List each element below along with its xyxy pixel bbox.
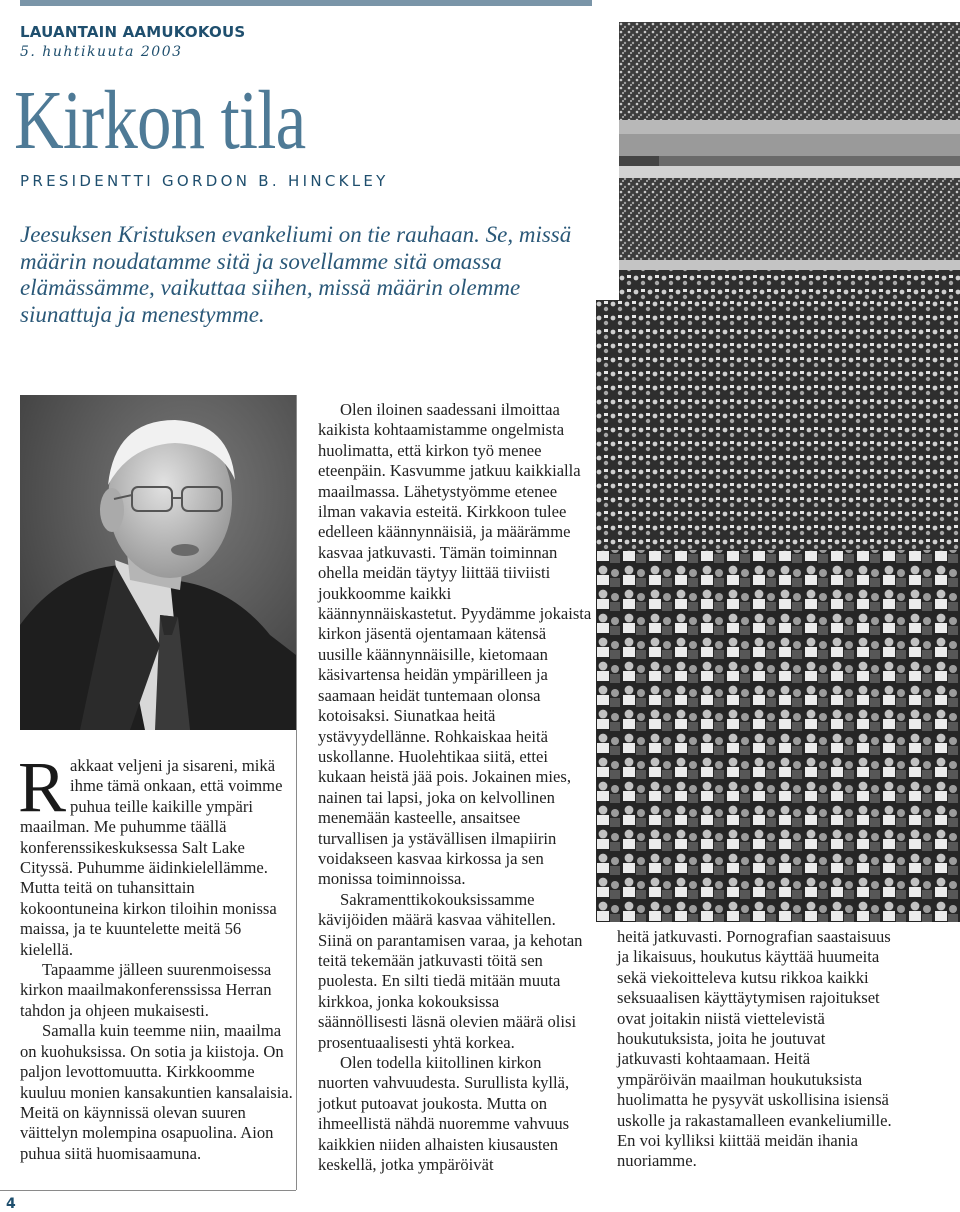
speaker-portrait: [20, 395, 296, 730]
footer-rule: [0, 1190, 296, 1191]
page-number: 4: [6, 1196, 16, 1212]
paragraph-5: Sakramenttikokouksissamme kävijöiden määrä kasvaa vähitellen. Siinä on parantamisen varaa, ja kehotan teitä tekemään jatkuvasti töitä sen puolesta. En silti tiedä mitään muuta kirkkoa, jonka kokouksissa säännöllisesti läsnä olevien määrä olisi prosentuaalisesti yhtä korkea.: [318, 889, 583, 1052]
article-column-1: [18, 747, 295, 1164]
paragraph-7: heitä jatkuvasti. Pornografian saastaisuus ja likaisuus, houkutus käyttää huumeita sekä viekoitteleva kutsu rikkoa kaikki seksuaalisen käyttäytymisen rajoitukset ovat joitakin niistä viettelevistä houkutuksista, joita he joutuvat jatkuvasti kohtaamaan. Heitä ympäröivän maailman houkutuksista huolimatta he pysyvät uskollisina isiensä uskolle ja rakastamalleen evankeliumille. En voi kylliksi kiittää meidän ihania nuoriamme.: [617, 927, 892, 1171]
paragraph-3: Samalla kuin teemme niin, maailma on kuohuksissa. On sotia ja kiistoja. On paljon levottomuutta. Kirkkoomme kuuluu monien kansakuntien kansalaisia. Meitä on käynnissä olevan suuren väittelyn molempina osapuolina. Aion puhua siitä huomisaamuna.: [20, 1021, 293, 1163]
article-title: Kirkon tila: [14, 74, 306, 167]
paragraph-4: Olen iloinen saadessani ilmoittaa kaikista kohtaamistamme ongelmista huolimatta, että kirkon työ menee eteenpäin. Kasvumme jatkuu kaikkialla maailmassa. Lähetystyömme etenee ilman vakavia esteitä. Kirkkoon tulee edelleen käännynnäisiä, ja määrämme kasvaa jatkuvasti. Tämän toiminnan ohella meidän täytyy liittää tiiviisti joukkoomme kaikki käännynnäiskastetut. Pyydämme jokaista kirkon jäsentä ojentamaan kätensä uusille käännynnäisille, kietomaan käsivartensa heidän ympärilleen ja saamaan heidät tuntemaan olonsa kotoisaksi. Siunatkaa heitä ystävyydellänne. Rohkaiskaa heitä uskollanne. Huolehtikaa siitä, ettei kukaan heistä jää pois. Jokainen mies, nainen tai lapsi, joka on kelvollinen menemään kasteelle, ansaitsee turvallisen ja ystävällisen ilmapiirin voidakseen kasvaa kirkossa ja sen monissa toiminnoissa.: [318, 400, 592, 889]
column-divider: [296, 395, 297, 1190]
date-line: 5. huhtikuuta 2003: [20, 44, 183, 60]
article-column-3: [617, 927, 893, 1172]
lead-paragraph: Jeesuksen Kristuksen evankeliumi on tie rauhaan. Se, missä määrin noudatamme sitä ja sovellamme sitä omassa elämässämme, vaikuttaa siihen, missä määrin olemme siunattuja ja menestymme.: [20, 222, 572, 327]
article-column-2: [318, 400, 592, 1175]
conference-audience-photo-lower: [596, 300, 960, 922]
paragraph-1: Rakkaat veljeni ja sisareni, mikä ihme tämä onkaan, että voimme puhua teille kaikille ympäri maailman. Me puhumme täällä konferenssikeskuksessa Salt Lake Cityssä. Puhumme äidinkielellämme. Mutta teitä on tuhansittain kokoontuneina kirkon tiloihin monissa maissa, ja te kuuntelette meitä 56 kielellä.: [18, 747, 283, 959]
header-rule: [20, 0, 592, 6]
section-label: LAUANTAIN AAMUKOKOUS: [20, 23, 246, 41]
paragraph-6: Olen todella kiitollinen kirkon nuorten vahvuudesta. Surullista kyllä, jotkut putoavat joukosta. Mutta on ihmeellistä nähdä nuoremme vahvuus kaikkien niiden alhaisten kiusausten keskellä, jotka ympäröivät: [318, 1053, 570, 1175]
paragraph-2: Tapaamme jälleen suurenmoisessa kirkon maailmakonferenssissa Herran tahdon ja ohjeen mukaisesti.: [20, 960, 272, 1020]
author-byline: PRESIDENTTI GORDON B. HINCKLEY: [20, 172, 389, 190]
drop-cap: R: [18, 747, 67, 827]
